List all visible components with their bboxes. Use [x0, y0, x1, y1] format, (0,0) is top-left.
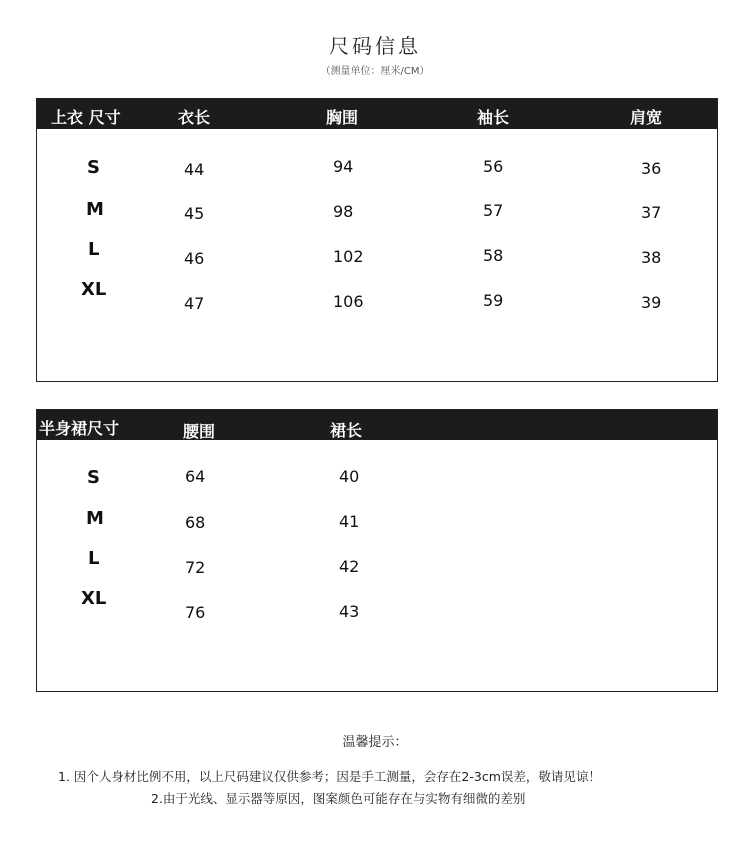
header-chest: 胸围	[326, 108, 359, 127]
header-length: 衣长	[178, 108, 211, 127]
measurement-unit-note: （测量单位：厘米/CM）	[320, 66, 430, 77]
cell-length: 45	[184, 204, 205, 223]
cell-skirt-length: 42	[339, 557, 360, 576]
cell-waist: 76	[185, 603, 206, 622]
page-title: 尺码信息	[329, 34, 421, 58]
cell-waist: 68	[185, 513, 206, 532]
size-label: XL	[81, 588, 107, 609]
cell-sleeve: 59	[483, 291, 504, 310]
note-item: 1. 因个人身材比例不用，以上尺码建议仅供参考；因是手工测量，会存在2-3cm误差，敬请见谅！	[58, 769, 601, 784]
cell-chest: 102	[333, 247, 364, 266]
top-table-header	[37, 99, 717, 129]
size-label: L	[88, 239, 100, 260]
header-waist: 腰围	[183, 422, 216, 441]
table-row	[37, 508, 717, 532]
table-row	[37, 548, 717, 577]
size-label: S	[87, 157, 100, 178]
cell-chest: 106	[333, 292, 364, 311]
header-sleeve: 袖长	[477, 108, 510, 127]
cell-length: 44	[184, 160, 205, 179]
cell-chest: 94	[333, 157, 354, 176]
cell-skirt-length: 40	[339, 467, 360, 486]
header-shoulder: 肩宽	[630, 108, 663, 127]
skirt-size-table	[36, 409, 718, 692]
cell-skirt-length: 43	[339, 602, 360, 621]
cell-waist: 72	[185, 558, 206, 577]
top-size-table	[36, 98, 718, 382]
size-label: L	[88, 548, 100, 569]
cell-waist: 64	[185, 467, 206, 486]
table-row	[37, 157, 717, 181]
cell-sleeve: 57	[483, 201, 504, 220]
cell-shoulder: 39	[641, 293, 662, 312]
cell-sleeve: 58	[483, 246, 504, 265]
size-label: XL	[81, 279, 107, 300]
size-label: M	[86, 199, 104, 220]
size-label: S	[87, 467, 100, 488]
size-label: M	[86, 508, 104, 529]
table-row	[37, 279, 717, 313]
note-item: 2.由于光线、显示器等原因，图案颜色可能存在与实物有细微的差别	[151, 791, 526, 806]
cell-shoulder: 37	[641, 203, 662, 222]
cell-sleeve: 56	[483, 157, 504, 176]
table-row	[37, 588, 717, 622]
cell-shoulder: 38	[641, 248, 662, 267]
table-row	[37, 467, 717, 491]
cell-length: 47	[184, 294, 205, 313]
cell-skirt-length: 41	[339, 512, 360, 531]
skirt-table-header	[37, 410, 717, 440]
header-skirt-size: 半身裙尺寸	[39, 419, 120, 438]
table-row	[37, 199, 717, 223]
cell-chest: 98	[333, 202, 354, 221]
header-skirt-length: 裙长	[330, 421, 363, 440]
notes-title: 温馨提示：	[342, 735, 408, 750]
header-top-size: 上衣 尺寸	[51, 108, 121, 127]
table-row	[37, 239, 717, 268]
cell-length: 46	[184, 249, 205, 268]
cell-shoulder: 36	[641, 159, 662, 178]
